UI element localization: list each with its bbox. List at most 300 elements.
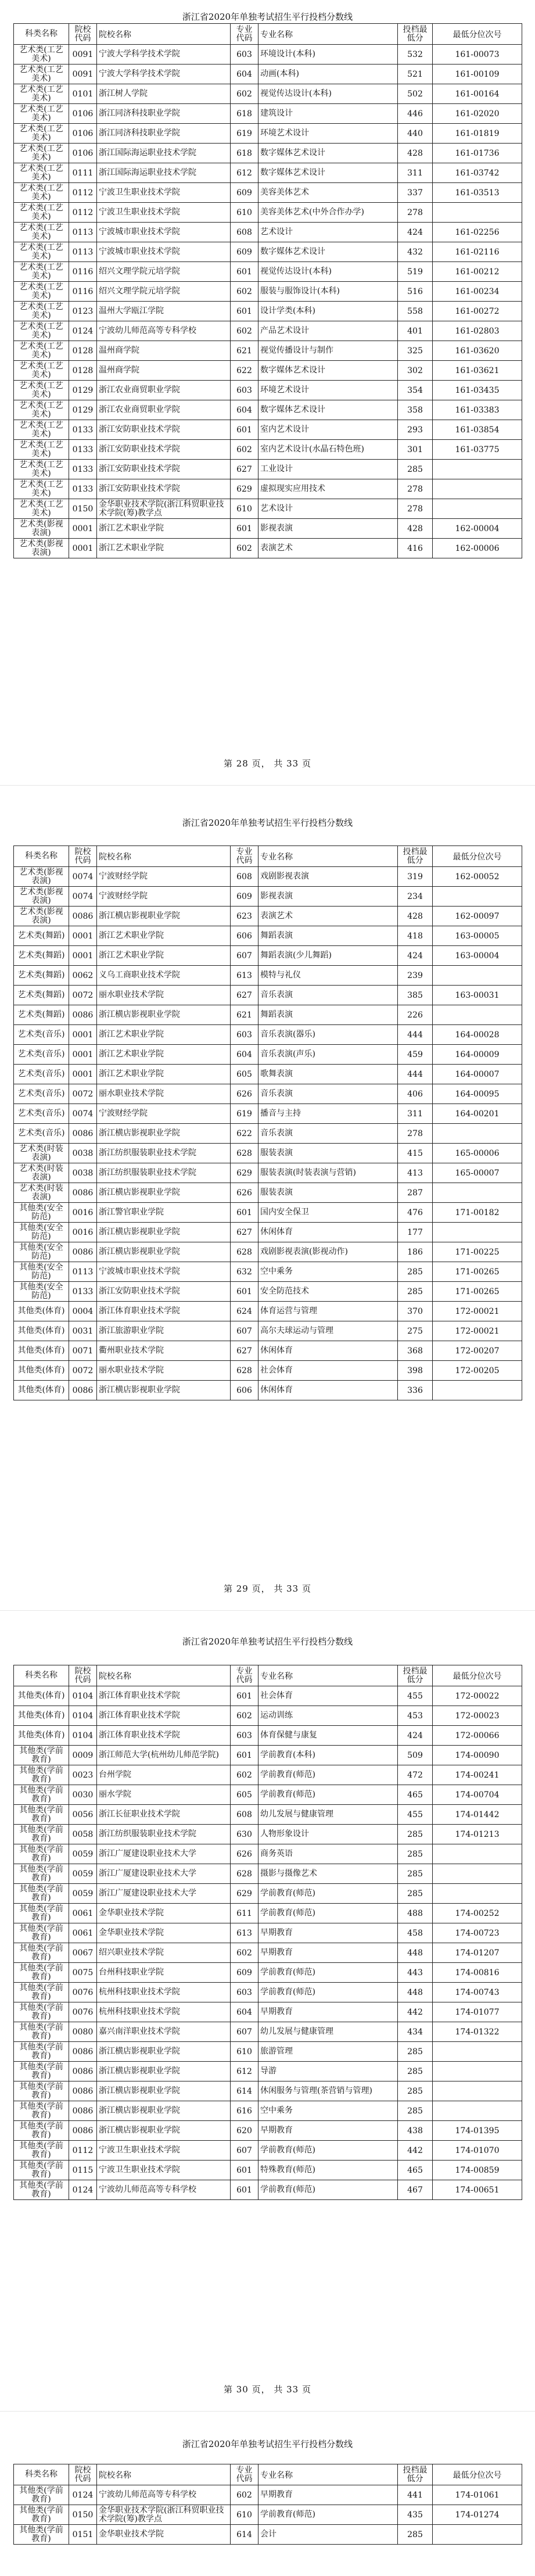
table-cell: 义乌工商职业技术学院 (97, 966, 231, 986)
table-cell: 174-00723 (433, 1923, 522, 1943)
table-cell: 415 (398, 1144, 433, 1163)
table-cell: 604 (231, 400, 258, 420)
table-cell: 浙江同济科技职业学院 (97, 124, 231, 144)
table-cell: 0104 (69, 1706, 97, 1726)
table-cell: 467 (398, 2180, 433, 2200)
table-cell: 舞蹈表演(少儿舞蹈) (258, 946, 398, 966)
table-row (14, 2141, 522, 2161)
table-cell: 509 (398, 1746, 433, 1765)
table-cell: 会计 (258, 2525, 398, 2545)
table-row (14, 144, 522, 163)
table-cell: 0113 (69, 1262, 97, 1282)
table-cell: 432 (398, 242, 433, 262)
table-cell: 其他类(安全防范) (14, 1223, 69, 1242)
table-cell: 621 (231, 1005, 258, 1025)
table-cell: 0101 (69, 84, 97, 104)
table-cell: 226 (398, 1005, 433, 1025)
table-cell: 浙江艺术职业学院 (97, 1045, 231, 1065)
table-cell: 学前教育(师范) (258, 2180, 398, 2200)
table-cell: 161-03383 (433, 400, 522, 420)
table-cell: 172-00023 (433, 1706, 522, 1726)
table-row (14, 1005, 522, 1025)
table-cell: 艺术类(影视表演) (14, 539, 69, 558)
table-cell: 体育运营与管理 (258, 1302, 398, 1321)
table-cell: 285 (398, 2101, 433, 2121)
table-cell: 宁波财经学院 (97, 887, 231, 907)
table-cell: 385 (398, 986, 433, 1005)
table-cell: 早期教育 (258, 2002, 398, 2022)
page-number: 第 28 页， 共 33 页 (223, 758, 311, 769)
table-cell: 239 (398, 966, 433, 986)
table-cell: 0059 (69, 1884, 97, 1904)
table-cell (433, 203, 522, 223)
table-cell: 616 (231, 2101, 258, 2121)
table-cell: 455 (398, 1686, 433, 1706)
table-cell: 516 (398, 282, 433, 302)
table-cell: 台州学院 (97, 1765, 231, 1785)
column-header: 投档最低分 (398, 846, 433, 867)
table-cell: 285 (398, 1884, 433, 1904)
table-cell: 播音与主持 (258, 1104, 398, 1124)
table-cell: 428 (398, 907, 433, 926)
table-row (14, 1963, 522, 1983)
table-cell: 285 (398, 460, 433, 479)
table-cell: 532 (398, 45, 433, 65)
table-row (14, 2485, 522, 2505)
table-cell: 早期教育 (258, 2485, 398, 2505)
table-cell: 学前教育(本科) (258, 1746, 398, 1765)
table-cell: 0001 (69, 926, 97, 946)
table-cell: 艺术设计 (258, 223, 398, 242)
table-row (14, 1025, 522, 1045)
table-cell: 278 (398, 499, 433, 519)
table-row (14, 867, 522, 887)
table-cell: 数字媒体艺术设计 (258, 400, 398, 420)
table-cell (433, 1223, 522, 1242)
table-cell: 161-03742 (433, 163, 522, 183)
table-cell: 442 (398, 2141, 433, 2161)
table-cell: 其他类(学前教育) (14, 1904, 69, 1923)
table-cell: 608 (231, 867, 258, 887)
table-row (14, 1686, 522, 1706)
table-cell: 宁波大学科学技术学院 (97, 65, 231, 84)
table-row (14, 321, 522, 341)
table-cell: 休闲服务与管理(茶营销与管理) (258, 2081, 398, 2101)
table-cell: 宁波城市职业技术学院 (97, 223, 231, 242)
table-row (14, 1765, 522, 1785)
table-cell: 旅游管理 (258, 2042, 398, 2062)
table-cell: 311 (398, 1104, 433, 1124)
table-cell: 370 (398, 1302, 433, 1321)
column-header: 专业代码 (231, 1665, 258, 1686)
table-cell: 172-00021 (433, 1321, 522, 1341)
table-cell: 428 (398, 144, 433, 163)
table-cell: 0112 (69, 203, 97, 223)
table-cell: 戏剧影视表演(影视动作) (258, 1242, 398, 1262)
table-cell: 398 (398, 1361, 433, 1381)
table-cell: 164-00028 (433, 1025, 522, 1045)
table-cell (433, 1884, 522, 1904)
table-row (14, 1262, 522, 1282)
table-cell: 605 (231, 1065, 258, 1084)
table-cell: 浙江长征职业技术学院 (97, 1805, 231, 1825)
column-header: 专业代码 (231, 2464, 258, 2485)
table-cell: 艺术类(舞蹈) (14, 986, 69, 1005)
table-row (14, 1104, 522, 1124)
table-cell: 442 (398, 2002, 433, 2022)
table-row (14, 539, 522, 558)
table-cell: 0111 (69, 163, 97, 183)
table-cell: 0072 (69, 1361, 97, 1381)
column-header: 科类名称 (14, 1665, 69, 1686)
page-divider (0, 785, 535, 786)
table-cell: 0129 (69, 381, 97, 400)
table-cell: 数字媒体艺术设计 (258, 361, 398, 381)
table-cell: 舞蹈表演 (258, 926, 398, 946)
table-cell: 艺术类(工艺美术) (14, 341, 69, 361)
table-cell: 艺术类(音乐) (14, 1045, 69, 1065)
table-cell: 设计学类(本科) (258, 302, 398, 321)
table-cell: 0124 (69, 2180, 97, 2200)
table-cell: 0086 (69, 1005, 97, 1025)
table-row (14, 440, 522, 460)
table-row (14, 420, 522, 440)
table-cell: 435 (398, 2505, 433, 2525)
table-cell: 其他类(体育) (14, 1706, 69, 1726)
table-cell: 其他类(学前教育) (14, 2022, 69, 2042)
table-cell: 艺术类(音乐) (14, 1104, 69, 1124)
table-row (14, 65, 522, 84)
table-cell: 602 (231, 1765, 258, 1785)
table-cell: 社会体育 (258, 1361, 398, 1381)
table-cell (433, 2525, 522, 2545)
table-cell: 472 (398, 1765, 433, 1785)
table-cell: 其他类(体育) (14, 1686, 69, 1706)
table-row (14, 1864, 522, 1884)
table-cell: 杭州科技职业技术学院 (97, 2002, 231, 2022)
table-cell: 601 (231, 1686, 258, 1706)
table-cell: 0133 (69, 460, 97, 479)
table-cell: 161-00212 (433, 262, 522, 282)
table-cell: 艺术类(舞蹈) (14, 946, 69, 966)
table-cell: 0112 (69, 2141, 97, 2161)
table-cell: 环境艺术设计 (258, 381, 398, 400)
table-cell: 其他类(学前教育) (14, 2121, 69, 2141)
table-cell: 609 (231, 1963, 258, 1983)
table-cell: 其他类(体育) (14, 1321, 69, 1341)
table-cell (433, 2101, 522, 2121)
table-cell: 其他类(学前教育) (14, 2062, 69, 2081)
table-cell: 宁波大学科学技术学院 (97, 45, 231, 65)
column-header: 院校名称 (97, 846, 231, 867)
table-cell: 浙江广厦建设职业技术大学 (97, 1844, 231, 1864)
table-cell: 174-01077 (433, 2002, 522, 2022)
table-header-row (14, 2464, 522, 2485)
column-header: 专业名称 (258, 846, 398, 867)
column-header: 专业名称 (258, 1665, 398, 1686)
table-row (14, 1746, 522, 1765)
table-row (14, 2042, 522, 2062)
table-cell: 浙江体育职业技术学院 (97, 1726, 231, 1746)
table-cell: 174-00816 (433, 1963, 522, 1983)
table-cell: 285 (398, 1262, 433, 1282)
table-cell: 艺术类(工艺美术) (14, 420, 69, 440)
table-cell: 285 (398, 2525, 433, 2545)
column-header: 院校代码 (69, 2464, 97, 2485)
table-cell: 602 (231, 440, 258, 460)
table-cell: 其他类(学前教育) (14, 2180, 69, 2200)
table-cell: 0059 (69, 1864, 97, 1884)
table-cell: 视觉传播设计与制作 (258, 341, 398, 361)
table-cell: 艺术类(工艺美术) (14, 203, 69, 223)
table-header-row (14, 846, 522, 867)
table-row (14, 2002, 522, 2022)
table-row (14, 1844, 522, 1864)
table-row (14, 2161, 522, 2180)
table-cell: 服装表演 (258, 1183, 398, 1203)
table-cell: 0115 (69, 2161, 97, 2180)
table-row (14, 887, 522, 907)
table-cell: 0086 (69, 2121, 97, 2141)
table-cell: 278 (398, 203, 433, 223)
table-cell: 其他类(学前教育) (14, 2161, 69, 2180)
table-cell: 数字媒体艺术设计 (258, 163, 398, 183)
table-cell: 0031 (69, 1321, 97, 1341)
table-cell: 浙江艺术职业学院 (97, 1025, 231, 1045)
table-cell: 0086 (69, 1183, 97, 1203)
table-cell: 金华职业技术学院(浙江科贸职业技术学院(筹)教学点 (97, 2505, 231, 2525)
table-cell: 浙江安防职业技术学院 (97, 1282, 231, 1302)
table-cell: 287 (398, 1183, 433, 1203)
table-cell: 空中乘务 (258, 2101, 398, 2121)
table-cell: 早期教育 (258, 1923, 398, 1943)
table-cell: 艺术类(音乐) (14, 1084, 69, 1104)
table-cell: 建筑设计 (258, 104, 398, 124)
table-cell: 623 (231, 907, 258, 926)
table-cell: 0056 (69, 1805, 97, 1825)
table-cell: 丽水学院 (97, 1785, 231, 1805)
table-cell: 早期教育 (258, 1943, 398, 1963)
table-cell: 浙江农业商贸职业学院 (97, 400, 231, 420)
table-cell: 186 (398, 1242, 433, 1262)
table-cell: 学前教育(师范) (258, 2141, 398, 2161)
table-cell: 174-00252 (433, 1904, 522, 1923)
table-cell: 424 (398, 1726, 433, 1746)
table-row (14, 124, 522, 144)
table-cell: 浙江横店影视职业学院 (97, 907, 231, 926)
table-cell: 浙江艺术职业学院 (97, 926, 231, 946)
table-cell: 浙江横店影视职业学院 (97, 2121, 231, 2141)
table-cell: 285 (398, 2042, 433, 2062)
table-cell: 162-00052 (433, 867, 522, 887)
table-cell: 绍兴文理学院元培学院 (97, 282, 231, 302)
table-cell: 0123 (69, 302, 97, 321)
table-cell: 443 (398, 1963, 433, 1983)
table-cell: 表演艺术 (258, 907, 398, 926)
table-cell: 浙江师范大学(杭州幼儿师范学院) (97, 1746, 231, 1765)
table-cell: 浙江艺术职业学院 (97, 1065, 231, 1084)
table-cell: 608 (231, 223, 258, 242)
table-cell: 627 (231, 986, 258, 1005)
table-cell: 0061 (69, 1923, 97, 1943)
score-table (13, 23, 522, 558)
table-cell: 444 (398, 1065, 433, 1084)
table-cell: 动画(本科) (258, 65, 398, 84)
table-row (14, 499, 522, 519)
table-cell: 学前教育(师范) (258, 1884, 398, 1904)
page-divider (0, 2411, 535, 2412)
column-header: 最低分位次号 (433, 1665, 522, 1686)
table-cell: 其他类(学前教育) (14, 1864, 69, 1884)
table-cell: 610 (231, 203, 258, 223)
table-cell: 0133 (69, 440, 97, 460)
table-cell: 0124 (69, 2485, 97, 2505)
table-cell: 浙江横店影视职业学院 (97, 1381, 231, 1400)
table-cell: 室内艺术设计(水晶石特色班) (258, 440, 398, 460)
table-cell: 其他类(学前教育) (14, 2042, 69, 2062)
table-row (14, 1361, 522, 1381)
table-row (14, 1124, 522, 1144)
table-cell: 0080 (69, 2022, 97, 2042)
table-row (14, 1144, 522, 1163)
table-cell: 浙江艺术职业学院 (97, 946, 231, 966)
table-cell: 0133 (69, 479, 97, 499)
table-cell: 601 (231, 519, 258, 539)
table-cell: 社会体育 (258, 1686, 398, 1706)
table-row (14, 262, 522, 282)
table-cell: 室内艺术设计 (258, 420, 398, 440)
table-row (14, 1884, 522, 1904)
column-header: 投档最低分 (398, 2464, 433, 2485)
table-cell: 607 (231, 2141, 258, 2161)
table-cell: 602 (231, 84, 258, 104)
table-cell: 163-00031 (433, 986, 522, 1005)
table-cell: 161-03435 (433, 381, 522, 400)
table-row (14, 2505, 522, 2525)
table-cell: 0001 (69, 539, 97, 558)
table-cell: 275 (398, 1321, 433, 1341)
column-header: 院校代码 (69, 24, 97, 45)
table-cell: 0112 (69, 183, 97, 203)
table-cell: 丽水职业技术学院 (97, 986, 231, 1005)
table-cell: 浙江体育职业技术学院 (97, 1686, 231, 1706)
table-cell: 艺术类(工艺美术) (14, 460, 69, 479)
table-cell: 628 (231, 1144, 258, 1163)
table-cell: 艺术类(时装表演) (14, 1144, 69, 1163)
table-row (14, 1381, 522, 1400)
table-cell: 609 (231, 242, 258, 262)
table-cell: 455 (398, 1805, 433, 1825)
column-header: 最低分位次号 (433, 2464, 522, 2485)
page-title: 浙江省2020年单独考试招生平行投档分数线 (182, 12, 353, 22)
table-cell: 浙江警官职业学院 (97, 1203, 231, 1223)
table-cell: 609 (231, 183, 258, 203)
table-cell: 171-00225 (433, 1242, 522, 1262)
table-cell: 161-00164 (433, 84, 522, 104)
table-cell: 441 (398, 2485, 433, 2505)
table-cell: 其他类(学前教育) (14, 2141, 69, 2161)
table-cell: 浙江艺术职业学院 (97, 539, 231, 558)
table-cell: 602 (231, 1943, 258, 1963)
table-cell: 172-00066 (433, 1726, 522, 1746)
table-cell: 其他类(安全防范) (14, 1203, 69, 1223)
table-cell: 319 (398, 867, 433, 887)
table-cell: 0074 (69, 1104, 97, 1124)
table-cell: 视觉传达设计(本科) (258, 84, 398, 104)
table-cell: 音乐表演 (258, 1084, 398, 1104)
table-cell: 浙江横店影视职业学院 (97, 2081, 231, 2101)
table-cell: 604 (231, 65, 258, 84)
table-cell: 627 (231, 1341, 258, 1361)
table-cell: 宁波卫生职业技术学院 (97, 183, 231, 203)
table-row (14, 242, 522, 262)
table-cell: 603 (231, 1726, 258, 1746)
table-cell: 宁波城市职业技术学院 (97, 242, 231, 262)
table-cell (433, 2081, 522, 2101)
table-row (14, 223, 522, 242)
table-cell: 0074 (69, 867, 97, 887)
column-header: 最低分位次号 (433, 846, 522, 867)
table-row (14, 1321, 522, 1341)
page-number: 第 29 页， 共 33 页 (223, 1583, 311, 1594)
table-cell: 444 (398, 1025, 433, 1045)
table-cell: 0091 (69, 65, 97, 84)
table-cell: 164-00201 (433, 1104, 522, 1124)
table-cell: 0104 (69, 1726, 97, 1746)
table-cell: 521 (398, 65, 433, 84)
table-cell (433, 887, 522, 907)
table-cell: 0038 (69, 1144, 97, 1163)
table-cell: 172-00022 (433, 1686, 522, 1706)
table-row (14, 479, 522, 499)
table-cell: 630 (231, 1825, 258, 1844)
table-cell: 614 (231, 2525, 258, 2545)
table-cell: 浙江艺术职业学院 (97, 519, 231, 539)
table-cell: 艺术类(舞蹈) (14, 926, 69, 946)
table-cell: 艺术类(工艺美术) (14, 479, 69, 499)
table-cell: 休闲体育 (258, 1341, 398, 1361)
table-cell: 161-02020 (433, 104, 522, 124)
table-cell: 0133 (69, 1282, 97, 1302)
table-cell: 其他类(体育) (14, 1381, 69, 1400)
table-cell: 601 (231, 1282, 258, 1302)
table-cell: 174-01213 (433, 1825, 522, 1844)
table-cell: 0128 (69, 341, 97, 361)
table-cell: 美容美体艺术(中外合作办学) (258, 203, 398, 223)
table-cell: 0116 (69, 262, 97, 282)
table-cell (433, 499, 522, 519)
table-cell: 605 (231, 1785, 258, 1805)
table-cell: 174-01322 (433, 2022, 522, 2042)
table-cell: 浙江旅游职业学院 (97, 1321, 231, 1341)
column-header: 院校代码 (69, 846, 97, 867)
table-cell: 其他类(学前教育) (14, 1943, 69, 1963)
table-cell: 艺术类(音乐) (14, 1065, 69, 1084)
table-cell: 模特与礼仪 (258, 966, 398, 986)
table-cell: 358 (398, 400, 433, 420)
table-cell: 学前教育(师范) (258, 1904, 398, 1923)
table-cell: 465 (398, 2161, 433, 2180)
table-row (14, 1223, 522, 1242)
table-cell (433, 1124, 522, 1144)
table-cell: 0074 (69, 887, 97, 907)
table-cell: 学前教育(师范) (258, 1785, 398, 1805)
table-cell: 丽水职业技术学院 (97, 1361, 231, 1381)
table-cell: 618 (231, 144, 258, 163)
table-cell: 603 (231, 381, 258, 400)
table-cell: 0001 (69, 1065, 97, 1084)
table-cell: 其他类(学前教育) (14, 1884, 69, 1904)
